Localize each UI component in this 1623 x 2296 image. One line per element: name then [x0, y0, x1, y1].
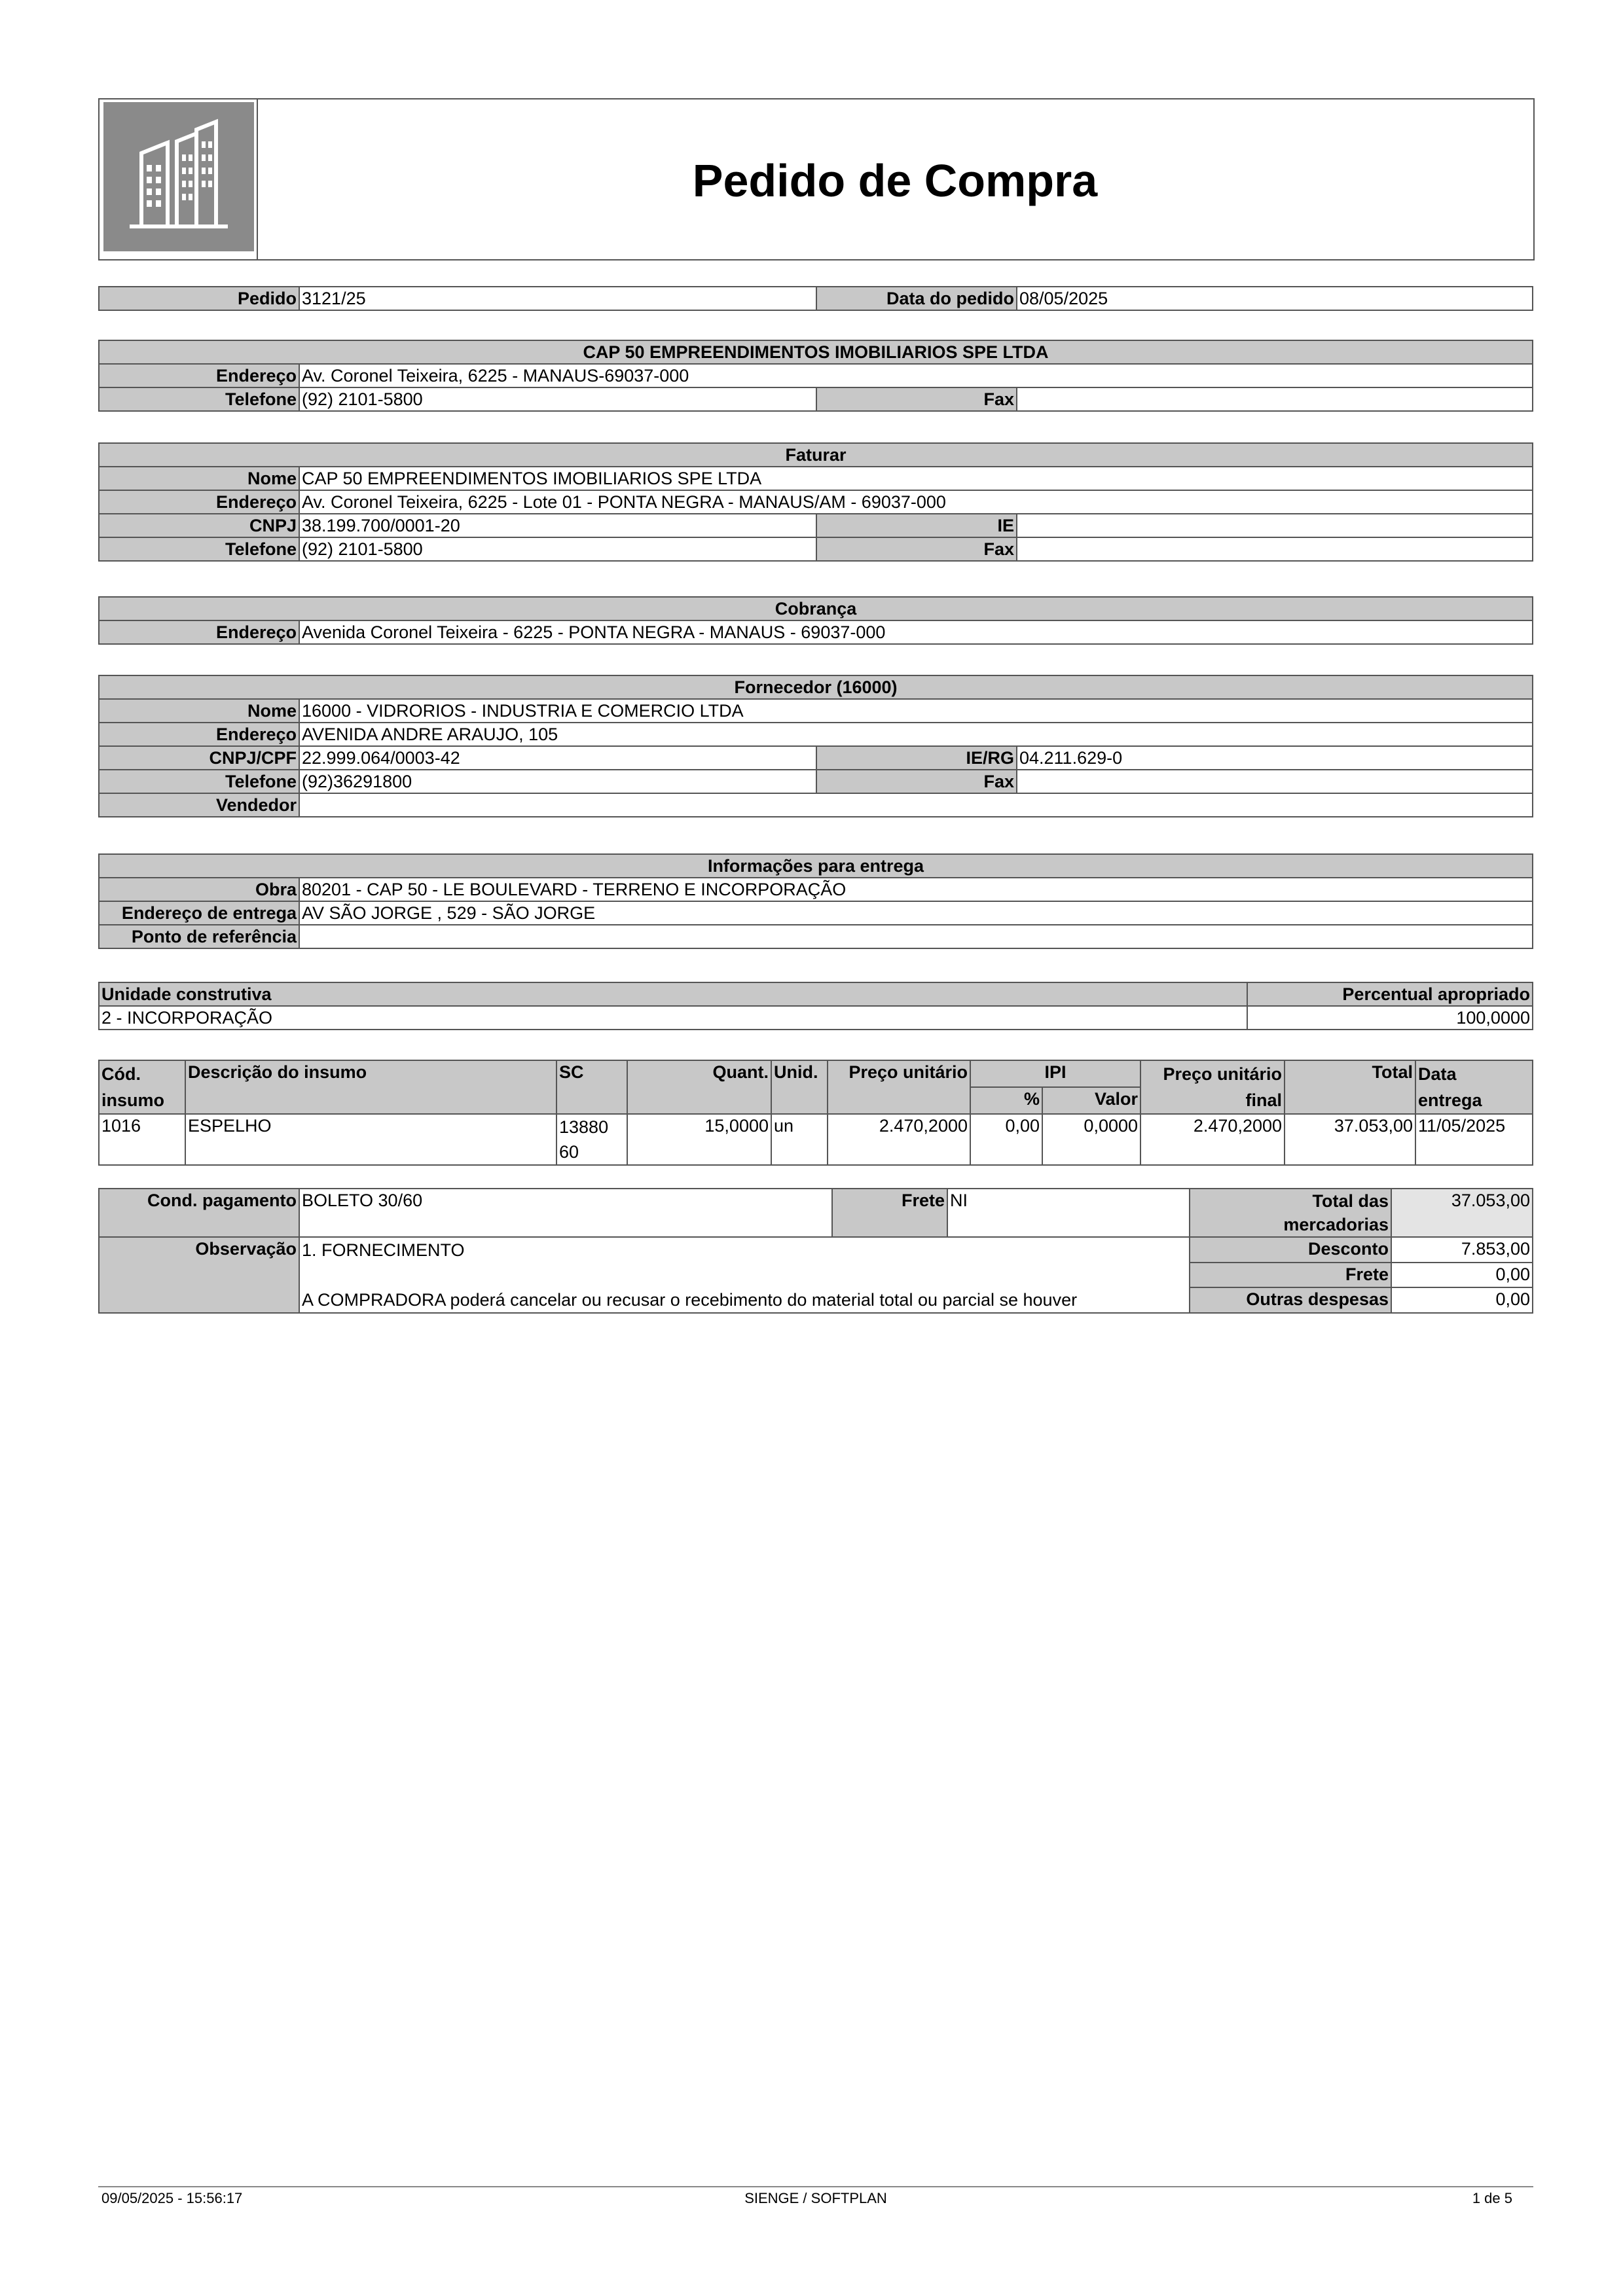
item-unit: un — [771, 1114, 828, 1165]
order-date: 08/05/2025 — [1017, 287, 1533, 310]
billing-phone: (92) 2101-5800 — [299, 537, 816, 561]
observation-line2: A COMPRADORA poderá cancelar ou recusar o recebimento do material total ou parcial se houver — [302, 1290, 1078, 1310]
supplier-phone: (92)36291800 — [299, 770, 816, 793]
supplier-seller — [299, 793, 1533, 817]
item-ipi-pct: 0,00 — [970, 1114, 1042, 1165]
supplier-phone-label: Telefone — [99, 770, 299, 793]
footer-rule — [98, 2186, 1533, 2187]
supplier-name-label: Nome — [99, 699, 299, 723]
billing-name-label: Nome — [99, 467, 299, 490]
observation-value — [299, 1237, 1190, 1313]
col-qty: Quant. — [627, 1060, 771, 1114]
goods-total-label-line1: Total das — [1312, 1191, 1389, 1211]
billing-fax-label: Fax — [816, 537, 1017, 561]
delivery-obra-label: Obra — [99, 878, 299, 901]
billing-name: CAP 50 EMPREENDIMENTOS IMOBILIARIOS SPE LTDA — [299, 467, 1533, 490]
goods-total-value: 37.053,00 — [1391, 1189, 1533, 1237]
payment-label: Cond. pagamento — [99, 1189, 299, 1237]
table-row — [99, 1114, 1533, 1165]
billing-header: Faturar — [99, 443, 1533, 467]
logo — [103, 102, 254, 251]
delivery-reference — [299, 925, 1533, 948]
company-name: CAP 50 EMPREENDIMENTOS IMOBILIARIOS SPE LTDA — [99, 340, 1533, 364]
footer-page: 1 de 5 — [1472, 2190, 1512, 2206]
col-desc: Descrição do insumo — [185, 1060, 556, 1114]
freight-value: NI — [947, 1189, 1190, 1237]
billing-fax — [1017, 537, 1533, 561]
delivery-table — [98, 853, 1533, 949]
item-sc-line2: 60 — [559, 1142, 579, 1162]
company-table — [98, 340, 1533, 412]
col-cod-line2: insumo — [101, 1090, 165, 1110]
unit-table — [98, 982, 1533, 1030]
page-title: Pedido de Compra — [692, 155, 1098, 206]
billing-table — [98, 442, 1533, 562]
item-cod: 1016 — [99, 1114, 185, 1165]
supplier-ie: 04.211.629-0 — [1017, 746, 1533, 770]
item-total: 37.053,00 — [1285, 1114, 1415, 1165]
company-address-label: Endereço — [99, 364, 299, 387]
supplier-ie-label: IE/RG — [816, 746, 1017, 770]
col-total: Total — [1285, 1060, 1415, 1114]
billing-phone-label: Telefone — [99, 537, 299, 561]
supplier-fax-label: Fax — [816, 770, 1017, 793]
item-sc-line1: 13880 — [559, 1117, 609, 1137]
company-fax — [1017, 387, 1533, 411]
payment-value: BOLETO 30/60 — [299, 1189, 832, 1237]
delivery-address-label: Endereço de entrega — [99, 901, 299, 925]
footer-timestamp: 09/05/2025 - 15:56:17 — [101, 2190, 243, 2206]
supplier-fax — [1017, 770, 1533, 793]
col-cod — [99, 1060, 185, 1114]
buildings-icon — [103, 102, 254, 251]
goods-total-label — [1190, 1189, 1391, 1237]
discount-label: Desconto — [1190, 1237, 1391, 1263]
observation-label: Observação — [99, 1237, 299, 1313]
supplier-cnpj: 22.999.064/0003-42 — [299, 746, 816, 770]
unit-col-header: Unidade construtiva — [99, 982, 1247, 1006]
delivery-obra: 80201 - CAP 50 - LE BOULEVARD - TERRENO E INCORPORAÇÃO — [299, 878, 1533, 901]
col-final-line2: final — [1245, 1090, 1283, 1110]
order-date-label: Data do pedido — [816, 287, 1017, 310]
billing-cnpj-label: CNPJ — [99, 514, 299, 537]
billing-cnpj: 38.199.700/0001-20 — [299, 514, 816, 537]
supplier-table — [98, 675, 1533, 817]
billing-ie-label: IE — [816, 514, 1017, 537]
delivery-reference-label: Ponto de referência — [99, 925, 299, 948]
order-number: 3121/25 — [299, 287, 816, 310]
company-address: Av. Coronel Teixeira, 6225 - MANAUS-69037-000 — [299, 364, 1533, 387]
delivery-header: Informações para entrega — [99, 854, 1533, 878]
col-date-line1: Data — [1418, 1064, 1457, 1084]
item-date: 11/05/2025 — [1415, 1114, 1533, 1165]
supplier-address: AVENIDA ANDRE ARAUJO, 105 — [299, 723, 1533, 746]
supplier-seller-label: Vendedor — [99, 793, 299, 817]
item-desc: ESPELHO — [185, 1114, 556, 1165]
footer-system: SIENGE / SOFTPLAN — [744, 2190, 887, 2206]
unit-name: 2 - INCORPORAÇÃO — [99, 1006, 1247, 1030]
other-expenses-value: 0,00 — [1391, 1287, 1533, 1313]
billing-address: Av. Coronel Teixeira, 6225 - Lote 01 - PONTA NEGRA - MANAUS/AM - 69037-000 — [299, 490, 1533, 514]
collection-table — [98, 596, 1533, 645]
collection-header: Cobrança — [99, 597, 1533, 620]
billing-ie — [1017, 514, 1533, 537]
col-final-line1: Preço unitário — [1163, 1064, 1283, 1084]
company-phone: (92) 2101-5800 — [299, 387, 816, 411]
collection-address: Avenida Coronel Teixeira - 6225 - PONTA NEGRA - MANAUS - 69037-000 — [299, 620, 1533, 644]
freight-label: Frete — [832, 1189, 947, 1237]
supplier-name: 16000 - VIDRORIOS - INDUSTRIA E COMERCIO LTDA — [299, 699, 1533, 723]
item-price: 2.470,2000 — [828, 1114, 970, 1165]
col-date-line2: entrega — [1418, 1090, 1482, 1110]
summary-table — [98, 1188, 1533, 1314]
col-final-price — [1140, 1060, 1285, 1114]
company-phone-label: Telefone — [99, 387, 299, 411]
order-number-label: Pedido — [99, 287, 299, 310]
collection-address-label: Endereço — [99, 620, 299, 644]
goods-total-label-line2: mercadorias — [1283, 1215, 1389, 1234]
discount-value: 7.853,00 — [1391, 1237, 1533, 1263]
item-sc — [556, 1114, 627, 1165]
billing-address-label: Endereço — [99, 490, 299, 514]
item-qty: 15,0000 — [627, 1114, 771, 1165]
freight2-label: Frete — [1190, 1263, 1391, 1288]
order-info-table — [98, 286, 1533, 311]
delivery-address: AV SÃO JORGE , 529 - SÃO JORGE — [299, 901, 1533, 925]
col-sc: SC — [556, 1060, 627, 1114]
freight2-value: 0,00 — [1391, 1263, 1533, 1288]
col-price: Preço unitário — [828, 1060, 970, 1114]
supplier-cnpj-label: CNPJ/CPF — [99, 746, 299, 770]
company-fax-label: Fax — [816, 387, 1017, 411]
other-expenses-label: Outras despesas — [1190, 1287, 1391, 1313]
col-ipi-pct: % — [970, 1087, 1042, 1114]
observation-line1: 1. FORNECIMENTO — [302, 1240, 465, 1260]
item-ipi-value: 0,0000 — [1042, 1114, 1140, 1165]
supplier-header: Fornecedor (16000) — [99, 675, 1533, 699]
col-ipi-value: Valor — [1042, 1087, 1140, 1114]
col-cod-line1: Cód. — [101, 1064, 141, 1084]
col-date — [1415, 1060, 1533, 1114]
col-ipi: IPI — [970, 1060, 1140, 1087]
col-unit: Unid. — [771, 1060, 828, 1114]
percent-col-header: Percentual apropriado — [1247, 982, 1533, 1006]
items-table — [98, 1060, 1533, 1166]
unit-percent: 100,0000 — [1247, 1006, 1533, 1030]
item-final-price: 2.470,2000 — [1140, 1114, 1285, 1165]
supplier-address-label: Endereço — [99, 723, 299, 746]
